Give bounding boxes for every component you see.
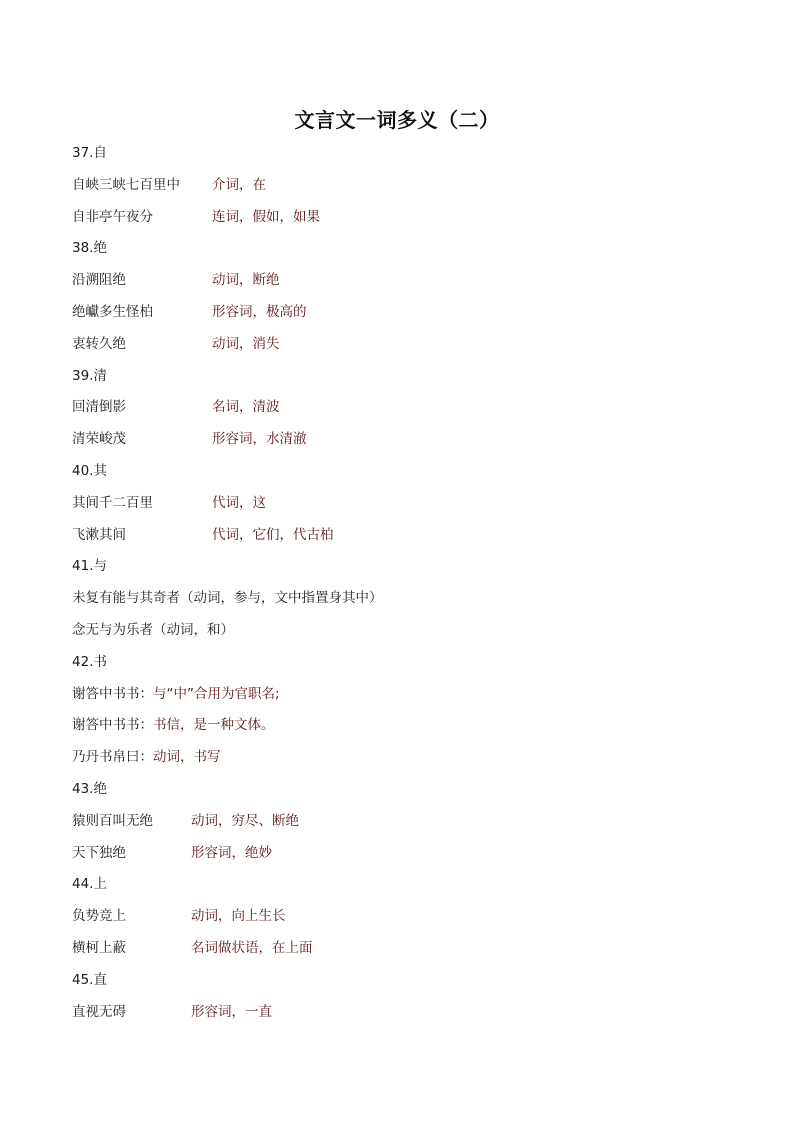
page-title: 文言文一词多义（二）	[294, 108, 500, 132]
explanation: 动词，穷尽、断绝	[191, 812, 299, 829]
section-heading: 41.与	[72, 558, 107, 575]
definition-row	[72, 843, 732, 875]
definition-row	[72, 334, 732, 366]
example-phrase: 负势竞上	[72, 908, 126, 925]
explanation: 形容词，一直	[191, 1003, 272, 1020]
example-phrase: 衷转久绝	[72, 335, 126, 352]
explanation: 动词，消失	[212, 335, 280, 352]
definition-line: 念无与为乐者（动词，和）	[72, 621, 234, 638]
example-phrase: 谢答中书书：	[72, 717, 153, 734]
section-heading: 38.绝	[72, 240, 107, 257]
explanation: 名词，清波	[212, 399, 280, 416]
section-heading: 37.自	[72, 145, 107, 161]
example-phrase: 天下独绝	[72, 844, 126, 861]
explanation: 形容词，水清澈	[212, 431, 307, 448]
explanation: 介词，在	[212, 176, 266, 193]
example-phrase: 猿则百叫无绝	[72, 812, 153, 829]
section-heading: 40.其	[72, 462, 107, 479]
explanation: 动词，断绝	[212, 272, 280, 289]
section-heading: 44.上	[72, 876, 107, 893]
explanation: 形容词，绝妙	[191, 844, 272, 861]
example-phrase: 飞漱其间	[72, 526, 126, 543]
definition-row	[72, 906, 732, 938]
explanation: 动词，向上生长	[191, 908, 286, 925]
explanation: 形容词，极高的	[212, 303, 307, 320]
example-phrase: 直视无碍	[72, 1003, 126, 1020]
definition-row	[72, 175, 732, 207]
section-heading: 42.书	[72, 653, 107, 670]
example-phrase: 绝巘多生怪柏	[72, 303, 153, 320]
example-phrase: 沿溯阻绝	[72, 272, 126, 289]
section-heading: 39.清	[72, 367, 107, 384]
explanation: 书信，是一种文体。	[153, 717, 275, 734]
section-heading: 45.直	[72, 971, 107, 988]
explanation: 名词做状语，在上面	[191, 939, 313, 956]
example-phrase: 横柯上蔽	[72, 939, 126, 956]
definition-row	[72, 938, 732, 970]
definition-row	[72, 207, 732, 239]
example-phrase: 谢答中书书：	[72, 685, 153, 702]
definition-row	[72, 1002, 732, 1034]
definition-row	[72, 429, 732, 461]
section-heading: 43.绝	[72, 780, 107, 797]
definition-line	[72, 715, 732, 747]
explanation: 与“中”合用为官职名;	[153, 685, 280, 702]
definition-row	[72, 811, 732, 843]
explanation: 代词，这	[212, 494, 266, 511]
definition-row	[72, 270, 732, 302]
definition-line	[72, 747, 732, 779]
definition-row	[72, 302, 732, 334]
definition-line: 未复有能与其奇者（动词，参与，文中指置身其中）	[72, 590, 383, 607]
example-phrase: 回清倒影	[72, 399, 126, 416]
example-phrase: 其间千二百里	[72, 494, 153, 511]
example-phrase: 清荣峻茂	[72, 431, 126, 448]
example-phrase: 自非亭午夜分	[72, 208, 153, 225]
definition-line	[72, 684, 732, 716]
definition-row	[72, 525, 732, 557]
document-body	[72, 143, 732, 1033]
definition-row	[72, 397, 732, 429]
example-phrase: 乃丹书帛曰：	[72, 749, 153, 766]
explanation: 代词，它们，代古柏	[212, 526, 334, 543]
explanation: 连词，假如，如果	[212, 208, 320, 225]
definition-row	[72, 493, 732, 525]
explanation: 动词，书写	[153, 749, 221, 766]
example-phrase: 自峡三峡七百里中	[72, 176, 180, 193]
